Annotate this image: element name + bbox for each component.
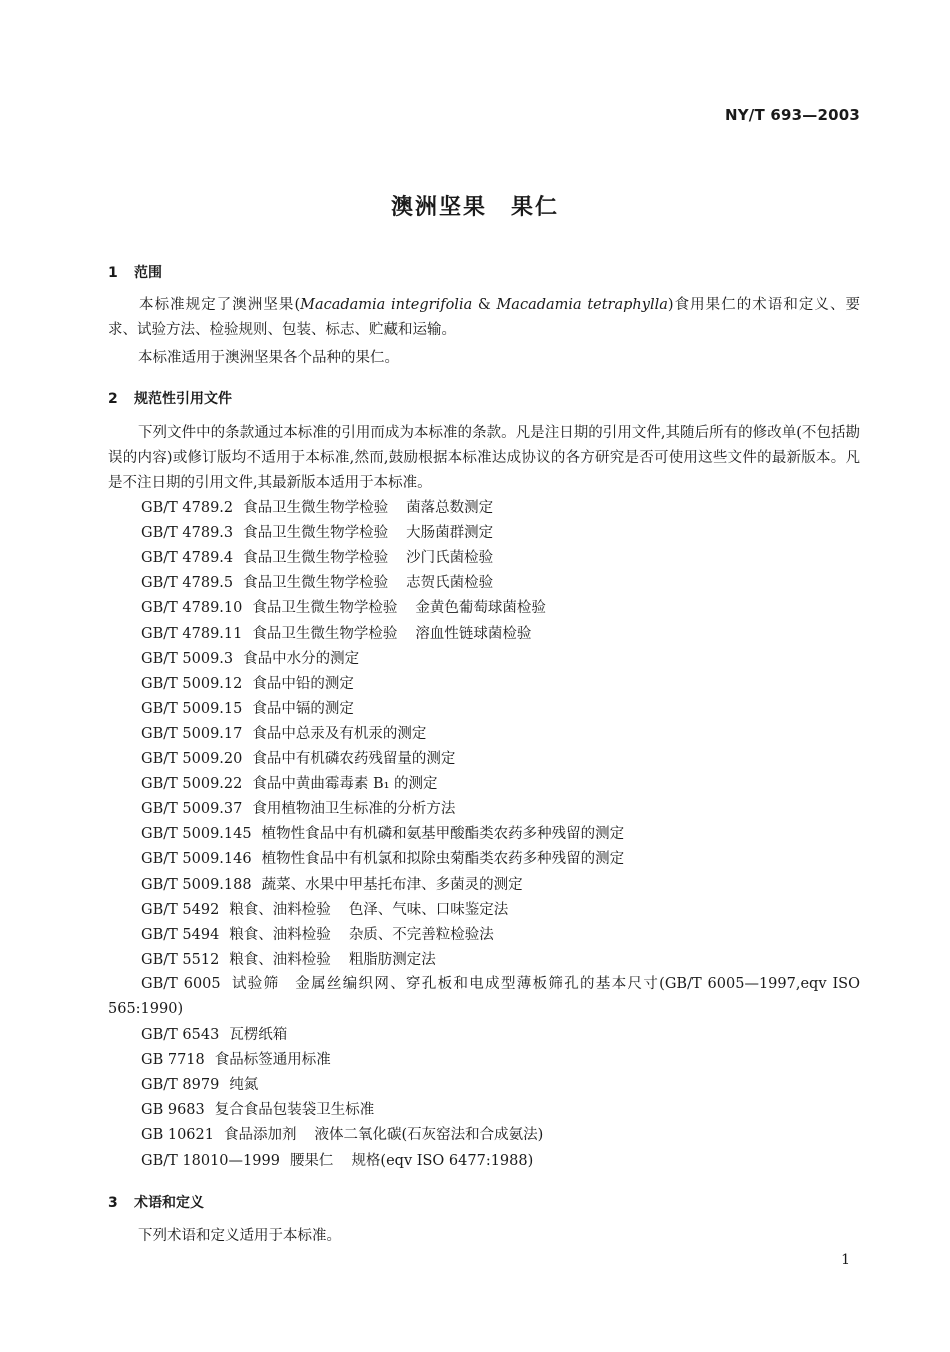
- reference-item: [141, 873, 541, 898]
- reference-subtitle: 金黄色葡萄球菌检验: [415, 600, 546, 617]
- reference-item: [141, 647, 377, 672]
- section-number: 1: [108, 265, 118, 281]
- reference-subtitle: 粗脂肪测定法: [348, 951, 436, 968]
- reference-code: GB/T 4789.3: [141, 525, 234, 542]
- reference-code: GB/T 8979: [141, 1077, 220, 1094]
- section-3-heading: [108, 1192, 204, 1212]
- terms-intro: [108, 1224, 860, 1249]
- reference-title: 食品添加剂: [223, 1127, 297, 1144]
- reference-item: [141, 1123, 543, 1148]
- reference-title: 食品卫生微生物学检验: [243, 550, 389, 567]
- reference-code: GB/T 5494: [141, 926, 220, 943]
- reference-subtitle: 液体二氧化碳(石灰窑法和合成氨法): [314, 1127, 544, 1144]
- reference-title: 食品中黄曲霉毒素 B₁ 的测定: [252, 776, 438, 793]
- reference-title: 植物性食品中有机氯和拟除虫菊酯类农药多种残留的测定: [261, 851, 625, 868]
- reference-title: 食品卫生微生物学检验: [252, 625, 398, 642]
- reference-subtitle: 规格(eqv ISO 6477:1988): [351, 1152, 534, 1169]
- reference-subtitle: 色泽、气味、口味鉴定法: [348, 901, 509, 918]
- reference-item: [141, 1149, 533, 1174]
- scope-paragraph-2: [108, 346, 860, 371]
- reference-item: [141, 496, 493, 521]
- reference-code: GB/T 6005: [141, 976, 221, 992]
- reference-title: 瓦楞纸箱: [229, 1027, 288, 1043]
- reference-item: [141, 622, 531, 647]
- latin-name: Macadamia tetraphylla: [496, 297, 668, 313]
- reference-item: [141, 923, 494, 948]
- section-2-heading: [108, 388, 232, 408]
- reference-item: [141, 697, 372, 722]
- reference-code: GB/T 4789.2: [141, 500, 234, 516]
- reference-code: GB/T 4789.10: [141, 600, 243, 617]
- reference-item: [141, 822, 642, 847]
- page-number: 1: [841, 1252, 850, 1268]
- section-title: 规范性引用文件: [134, 391, 232, 407]
- reference-item: [141, 948, 436, 973]
- reference-title: 纯氮: [229, 1077, 259, 1094]
- reference-code: GB 10621: [141, 1127, 214, 1144]
- reference-title: 植物性食品中有机磷和氨基甲酸酯类农药多种残留的测定: [261, 826, 625, 843]
- scope-paragraph-1: [108, 293, 860, 343]
- reference-code: GB/T 5009.22: [141, 776, 243, 793]
- reference-item: [141, 1098, 392, 1123]
- reference-title: 食品卫生微生物学检验: [243, 525, 389, 542]
- standard-number: NY/T 693—2003: [724, 106, 860, 124]
- text-run: 下列文件中的条款通过本标准的引用而成为本标准的条款。凡是注日期的引用文件,其随后所有的修改单(不包括勘误的内容)或修订版均不适用于本标准,然而,鼓励根据本标准达成协议的各方研究是否可使用这些文件的最新版本。凡是不注日期的引用文件,其最新版本适用于本标准。: [108, 425, 860, 491]
- reference-item: [141, 521, 493, 546]
- reference-title: 食用植物油卫生标准的分析方法: [252, 801, 456, 818]
- references-intro: [108, 421, 860, 496]
- reference-item: [141, 722, 444, 747]
- reference-title: 食品卫生微生物学检验: [252, 600, 398, 617]
- section-title: 范围: [134, 265, 162, 281]
- reference-code: GB/T 6543: [141, 1027, 220, 1043]
- section-number: 2: [108, 391, 118, 407]
- reference-subtitle: 沙门氏菌检验: [406, 550, 494, 567]
- reference-title: 蔬菜、水果中甲基托布津、多菌灵的测定: [261, 876, 523, 893]
- reference-code: GB/T 5009.146: [141, 851, 252, 868]
- reference-item: [141, 847, 642, 872]
- reference-title: 粮食、油料检验: [229, 901, 331, 918]
- reference-code: GB/T 4789.4: [141, 550, 234, 567]
- text-run: 本标准适用于澳洲坚果各个品种的果仁。: [138, 350, 399, 366]
- reference-subtitle: 菌落总数测定: [406, 500, 494, 516]
- reference-subtitle: 大肠菌群测定: [406, 525, 494, 542]
- reference-title: 复合食品包装袋卫生标准: [214, 1102, 375, 1119]
- reference-code: GB/T 18010—1999: [141, 1152, 280, 1169]
- reference-title: 食品中总汞及有机汞的测定: [252, 725, 427, 742]
- reference-code: GB 9683: [141, 1102, 205, 1119]
- reference-title: 食品标签通用标准: [214, 1052, 331, 1069]
- section-1-heading: [108, 262, 162, 282]
- reference-item: [141, 672, 372, 697]
- reference-title: 粮食、油料检验: [229, 926, 331, 943]
- reference-item: [141, 772, 456, 797]
- reference-item: [141, 1023, 305, 1048]
- reference-code: GB/T 5009.17: [141, 725, 243, 742]
- reference-title: 食品中有机磷农药残留量的测定: [252, 751, 456, 767]
- reference-item: [141, 596, 546, 621]
- text-run: 下列术语和定义适用于本标准。: [138, 1228, 341, 1244]
- reference-title: 食品中水分的测定: [243, 650, 360, 667]
- reference-item: [141, 747, 473, 772]
- reference-code: GB/T 5009.37: [141, 801, 243, 818]
- reference-code: GB/T 5009.12: [141, 675, 243, 692]
- reference-title: 腰果仁: [289, 1152, 334, 1169]
- reference-item-wrapped: [108, 972, 860, 1022]
- section-number: 3: [108, 1195, 118, 1211]
- reference-item: [141, 546, 493, 571]
- reference-code: GB/T 5512: [141, 951, 220, 968]
- reference-subtitle: 溶血性链球菌检验: [415, 625, 532, 642]
- reference-title: 食品卫生微生物学检验: [243, 575, 389, 592]
- reference-item: [141, 797, 473, 822]
- text-run: 本标准规定了澳洲坚果(: [138, 297, 301, 313]
- reference-code: GB/T 5009.145: [141, 826, 252, 843]
- reference-title: 食品卫生微生物学检验: [243, 500, 389, 516]
- reference-code: GB/T 5009.20: [141, 751, 243, 767]
- reference-title: 食品中镉的测定: [252, 700, 354, 717]
- reference-code: GB/T 4789.11: [141, 625, 243, 642]
- reference-code: GB/T 5492: [141, 901, 220, 918]
- reference-code: GB/T 5009.15: [141, 700, 243, 717]
- latin-name: Macadamia integrifolia: [300, 297, 473, 313]
- reference-subtitle: 志贺氏菌检验: [406, 575, 494, 592]
- reference-subtitle: 杂质、不完善粒检验法: [348, 926, 494, 943]
- reference-item: [141, 898, 508, 923]
- reference-code: GB/T 5009.3: [141, 650, 234, 667]
- reference-code: GB/T 5009.188: [141, 876, 252, 893]
- section-title: 术语和定义: [134, 1195, 204, 1211]
- text-run: &: [472, 297, 497, 313]
- text-run: )食用果仁的术语和定义、要求、试验方法、检验规则、包装、标志、贮藏和运输。: [108, 297, 861, 338]
- document-title: 澳洲坚果 果仁: [390, 195, 559, 220]
- reference-item: [141, 1073, 276, 1098]
- reference-item: [141, 571, 493, 596]
- reference-title: 食品中铅的测定: [252, 675, 354, 692]
- reference-title: 试验筛 金属丝编织网、穿孔板和电成型薄板筛孔的基本尺寸(GB/T 6005—1997,eqv ISO 565:1990): [108, 976, 861, 1017]
- reference-code: GB 7718: [141, 1052, 205, 1069]
- reference-title: 粮食、油料检验: [229, 951, 331, 968]
- reference-item: [141, 1048, 349, 1073]
- reference-code: GB/T 4789.5: [141, 575, 234, 592]
